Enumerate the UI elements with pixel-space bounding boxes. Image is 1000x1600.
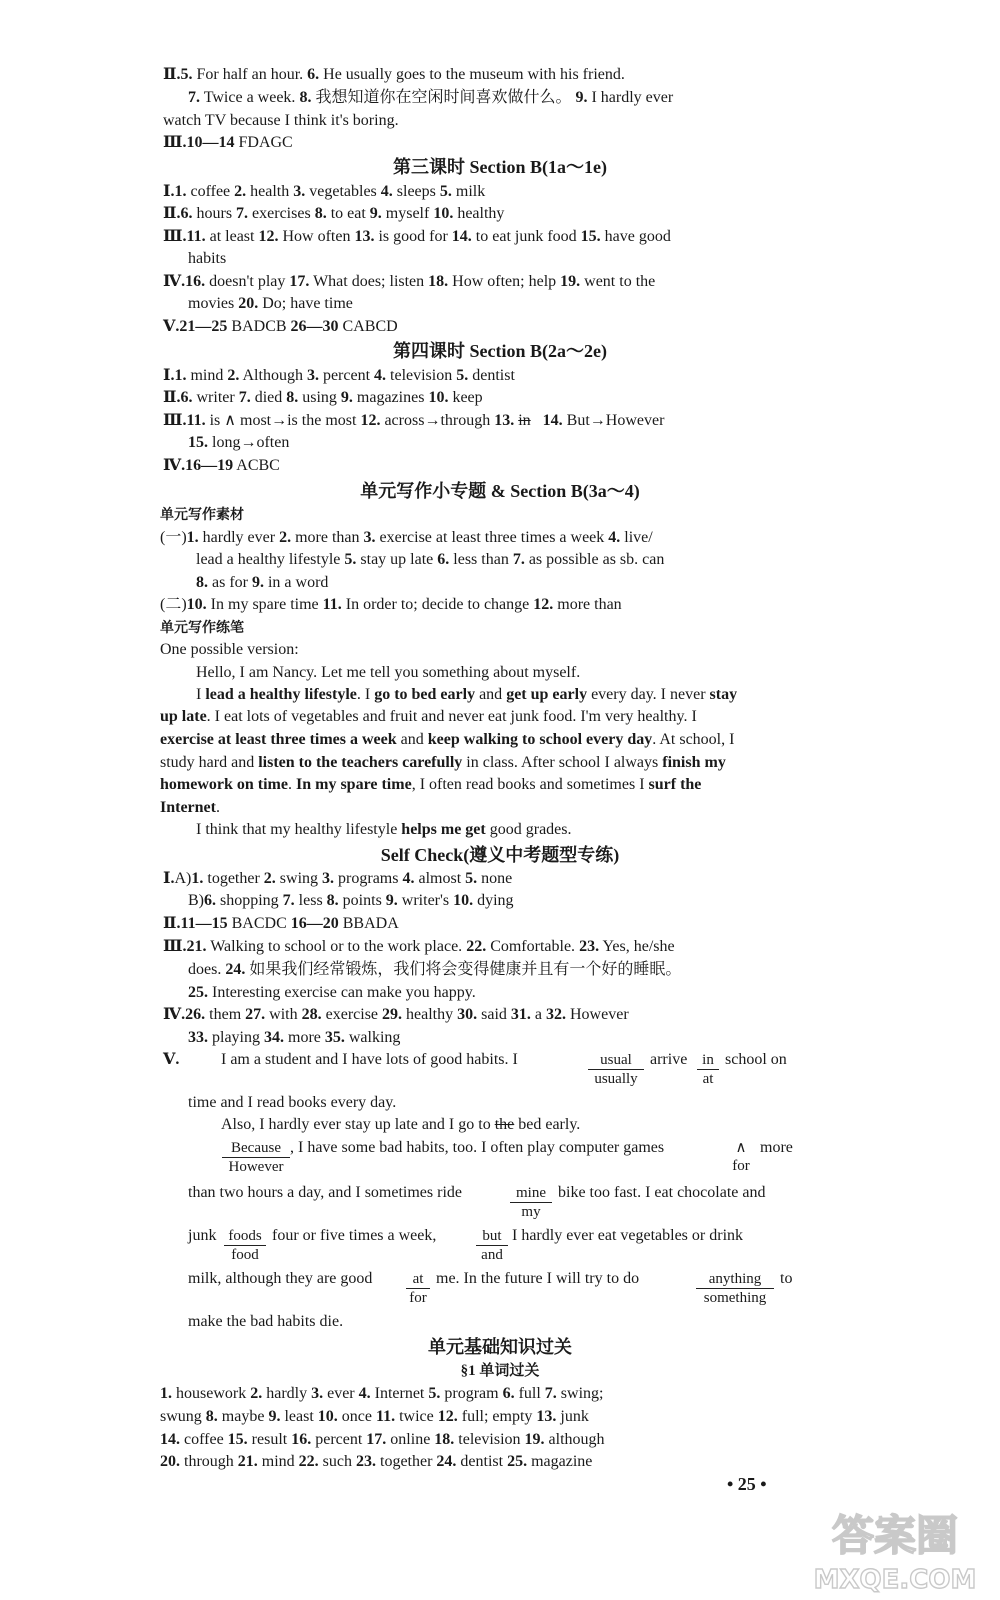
answer-line: Ⅲ.10—14 FDAGC (163, 134, 293, 151)
passage-text: time and I read books every day. (188, 1094, 397, 1111)
correction-in: in at (697, 1051, 719, 1088)
answer-line: movies 20. Do; have time (188, 295, 353, 312)
passage-text: , I have some bad habits, too. I often play computer games (290, 1139, 665, 1156)
essay-line: I lead a healthy lifestyle. I go to bed early and get up early every day. I never stay (196, 686, 738, 703)
insertion-mark: ∧ for (732, 1140, 750, 1174)
answer-line: Ⅰ.1. coffee 2. health 3. vegetables 4. sleeps 5. milk (163, 183, 486, 200)
answer-line: Ⅱ.6. writer 7. died 8. using 9. magazines 10. keep (163, 389, 483, 406)
answer-line: 15. long→often (188, 434, 290, 451)
section-heading: Self Check(遵义中考题型专练) (380, 845, 620, 865)
svg-text:MXQE.COM: MXQE.COM (813, 1565, 977, 1595)
passage-text: milk, although they are good (188, 1270, 373, 1287)
correction-because: Because However (222, 1139, 290, 1176)
answer-line: does. 24. 如果我们经常锻炼，我们将会变得健康并且有一个好的睡眠。 (188, 961, 682, 978)
answer-line: 1. housework 2. hardly 3. ever 4. Internet 5. program 6. full 7. swing; (160, 1385, 604, 1402)
passage-text: I am a student and I have lots of good habits. I (221, 1051, 518, 1068)
answer-line: Ⅰ.1. mind 2. Although 3. percent 4. television 5. dentist (163, 367, 515, 384)
answer-line: watch TV because I think it's boring. (163, 112, 399, 129)
answer-line: lead a healthy lifestyle 5. stay up late 6. less than 7. as possible as sb. can (196, 551, 665, 568)
section-subheading: §1 单词过关 (460, 1363, 540, 1379)
essay-line: I think that my healthy lifestyle helps me get good grades. (196, 821, 572, 838)
svg-text:答案圈: 答案圈 (831, 1511, 959, 1560)
answer-line: Ⅱ.6. hours 7. exercises 8. to eat 9. myself 10. healthy (163, 205, 505, 222)
subheading: 单元写作素材 (160, 508, 244, 523)
deleted-word: the (494, 1116, 515, 1133)
subheading: 单元写作练笔 (160, 621, 244, 636)
section-heading: 单元基础知识过关 (428, 1337, 572, 1357)
answer-line: Ⅲ.21. Walking to school or to the work place. 22. Comfortable. 23. Yes, he/she (163, 938, 675, 955)
correction-but: but and (476, 1227, 508, 1264)
watermark-logo (805, 1502, 985, 1597)
correction-at: at for (406, 1270, 430, 1307)
correction-mine: mine my (510, 1184, 552, 1221)
correction-anything: anything something (696, 1270, 774, 1307)
answer-line: swung 8. maybe 9. least 10. once 11. twice 12. full; empty 13. junk (160, 1408, 589, 1425)
section-heading: 第三课时 Section B(1a～1e) (393, 157, 607, 177)
answer-line: 20. through 21. mind 22. such 23. together 24. dentist 25. magazine (160, 1453, 593, 1470)
passage-text: more (760, 1139, 793, 1156)
correction-foods: foods food (224, 1227, 266, 1264)
section-numeral: Ⅴ. (163, 1051, 180, 1068)
essay-line: Internet. (160, 799, 220, 816)
essay-line: exercise at least three times a week and keep walking to school every day. At school, I (160, 731, 735, 748)
passage-text: Also, I hardly ever stay up late and I go to the bed early. (221, 1116, 581, 1133)
passage-text: make the bad habits die. (188, 1313, 344, 1330)
passage-text: junk (188, 1227, 217, 1244)
page-number: • 25 • (727, 1474, 767, 1494)
answer-line: Ⅱ.11—15 BACDC 16—20 BBADA (163, 915, 399, 932)
essay-line: up late. I eat lots of vegetables and fruit and never eat junk food. I'm very healthy. I (160, 708, 697, 725)
answer-line: (二)10. In my spare time 11. In order to; decide to change 12. more than (160, 596, 622, 613)
answer-line: Ⅲ.11. is ∧ most→is the most 12. across→through 13. in 14. But→However (163, 412, 665, 429)
passage-text: arrive (650, 1051, 688, 1068)
answer-line: 25. Interesting exercise can make you happy. (188, 984, 476, 1001)
answer-line: 8. as for 9. in a word (196, 574, 329, 591)
passage-text: four or five times a week, (272, 1227, 437, 1244)
answer-line: 33. playing 34. more 35. walking (188, 1029, 401, 1046)
passage-text: school on (725, 1051, 787, 1068)
essay-line: Hello, I am Nancy. Let me tell you something about myself. (196, 664, 581, 681)
passage-text: bike too fast. I eat chocolate and (558, 1184, 766, 1201)
passage-text: to (780, 1270, 793, 1287)
answer-line: Ⅱ.5. For half an hour. 6. He usually goes to the museum with his friend. (163, 66, 625, 83)
answer-line: B)6. shopping 7. less 8. points 9. writer's 10. dying (188, 892, 514, 909)
text-line: One possible version: (160, 641, 299, 658)
correction-usual: usual usually (588, 1051, 644, 1088)
answer-line: Ⅳ.26. them 27. with 28. exercise 29. healthy 30. said 31. a 32. However (163, 1006, 629, 1023)
answer-line: 7. Twice a week. 8. 我想知道你在空闲时间喜欢做什么。 9. I hardly ever (188, 89, 674, 106)
essay-line: study hard and listen to the teachers carefully in class. After school I always finish my (160, 754, 726, 771)
passage-text: than two hours a day, and I sometimes ride (188, 1184, 463, 1201)
section-heading: 第四课时 Section B(2a～2e) (393, 341, 607, 361)
answer-line: Ⅲ.11. at least 12. How often 13. is good for 14. to eat junk food 15. have good (163, 228, 671, 245)
answer-line: 14. coffee 15. result 16. percent 17. online 18. television 19. although (160, 1431, 605, 1448)
passage-text: me. In the future I will try to do (436, 1270, 640, 1287)
answer-line: Ⅴ.21—25 BADCB 26—30 CABCD (163, 318, 398, 335)
passage-text: I hardly ever eat vegetables or drink (512, 1227, 744, 1244)
essay-line: homework on time. In my spare time, I often read books and sometimes I surf the (160, 776, 702, 793)
answer-line: Ⅳ.16. doesn't play 17. What does; listen 18. How often; help 19. went to the (163, 273, 656, 290)
answer-line: Ⅳ.16—19 ACBC (163, 457, 280, 474)
deleted-word: in (518, 412, 531, 429)
section-heading: 单元写作小专题 & Section B(3a～4) (360, 481, 640, 501)
answer-line: (一)1. hardly ever 2. more than 3. exercise at least three times a week 4. live/ (160, 529, 653, 546)
answer-line: habits (188, 250, 227, 267)
answer-line: Ⅰ.A)1. together 2. swing 3. programs 4. almost 5. none (163, 870, 513, 887)
